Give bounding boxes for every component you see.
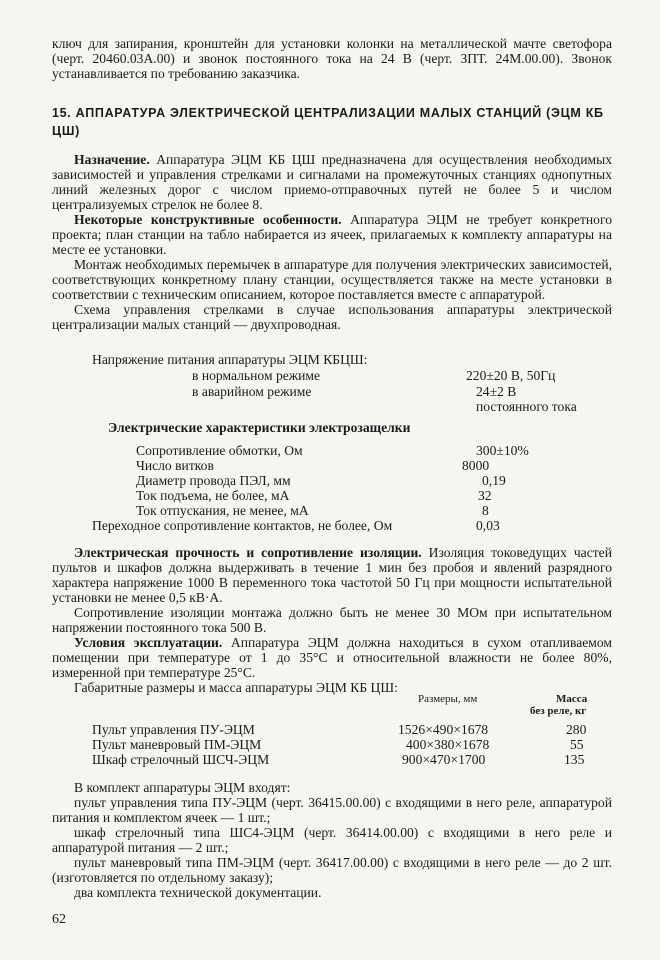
electrolock-param: Ток отпускания, не менее, мА: [136, 503, 309, 518]
supply-normal-value: 220±20 В, 50Гц: [466, 368, 556, 383]
purpose-text: Аппаратура ЭЦМ КБ ЦШ предназначена для осуществления необходимых зависимостей и управления стрелками и сигналами на промежуточных станциях однопутных линий железных дорог с числом приемо-отправочных путей не более 5 и числом централизуемых стрелок не более 8.: [52, 152, 612, 212]
kit-item: два комплекта технической документации.: [74, 885, 322, 900]
top-paragraph-block: [52, 36, 612, 81]
strength-text: Изоляция токоведущих частей пультов и шкафов должна выдерживать в течение 1 мин без пробоя и явлений разрядного характера напряжение 1000 В переменного тока частотой 50 Гц при мощности испытательной установки не менее 0,5 кВ·А.: [52, 545, 612, 605]
dimensions-row-size: 900×470×1700: [402, 752, 486, 767]
kit-item: шкаф стрелочный типа ШС4-ЭЦМ (черт. 36414.00.00) с входящими в него реле и аппаратурой питания — 2 шт.;: [52, 825, 612, 855]
electrolock-value: 300±10%: [476, 443, 529, 458]
dimensions-intro: Габаритные размеры и масса аппаратуры ЭЦМ КБ ЦШ:: [74, 680, 398, 695]
supply-emergency-mode: в аварийном режиме: [192, 384, 312, 399]
electrolock-value: 0,03: [476, 518, 500, 533]
strength-paragraph: [52, 545, 612, 605]
conditions-label: Условия эксплуатации.: [74, 635, 223, 650]
dimensions-row-size: 400×380×1678: [406, 737, 490, 752]
kit-item: пульт управления типа ПУ-ЭЦМ (черт. 36415.00.00) с входящими в него реле, аппаратурой питания и комплектом ячеек — 1 шт.;: [52, 795, 612, 825]
purpose-label: Назначение.: [74, 152, 150, 167]
dimensions-row-name: Пульт управления ПУ-ЭЦМ: [92, 722, 255, 737]
kit-block: [52, 780, 612, 900]
dimensions-col-size: Размеры, мм: [418, 693, 478, 705]
features-text: Аппаратура ЭЦМ не требует конкретного проекта; план станции на табло набирается из ячеек, прилагаемых к комплекту аппаратуры на месте ее установки.: [52, 212, 612, 257]
conditions-text: Аппаратура ЭЦМ должна находиться в сухом отапливаемом помещении при температуре от 1 до 35°С и относительной влажности не более 80%, измеренной при температуре 25°С.: [52, 635, 612, 680]
dimensions-row-mass: 135: [564, 752, 585, 767]
electrolock-value: 32: [478, 488, 492, 503]
features-label: Некоторые конструктивные особенности.: [74, 212, 342, 227]
dimensions-col-mass: Масса: [556, 693, 588, 705]
conditions-paragraph: [52, 635, 612, 680]
electrolock-value: 8: [482, 503, 489, 518]
dimensions-row-name: Пульт маневровый ПМ-ЭЦМ: [92, 737, 262, 752]
kit-item: пульт маневровый типа ПМ-ЭЦМ (черт. 36417.00.00) с входящими в него реле — до 2 шт. (изготовляется по отдельному заказу);: [52, 855, 612, 885]
kit-intro: В комплект аппаратуры ЭЦМ входят:: [74, 780, 291, 795]
supply-emergency-value: 24±2 В постоянного тока: [476, 384, 577, 414]
supply-normal-mode: в нормальном режиме: [192, 368, 321, 383]
purpose-block: [52, 152, 612, 332]
page-number: 62: [52, 912, 66, 927]
electrolock-param: Число витков: [136, 458, 214, 473]
section-heading: 15. АППАРАТУРА ЭЛЕКТРИЧЕСКОЙ ЦЕНТРАЛИЗАЦИИ МАЛЫХ СТАНЦИЙ (ЭЦМ КБ ЦШ): [52, 106, 604, 138]
electrolock-param: Сопротивление обмотки, Ом: [136, 443, 303, 458]
electrolock-param: Диаметр провода ПЭЛ, мм: [136, 473, 291, 488]
electrolock-param: Ток подъема, не более, мА: [136, 488, 290, 503]
dimensions-row-mass: 280: [566, 722, 587, 737]
purpose-paragraph: [52, 152, 612, 212]
requirements-block: [52, 545, 612, 695]
electrolock-param: Переходное сопротивление контактов, не более, Ом: [92, 518, 393, 533]
electrolock-value: 8000: [462, 458, 490, 473]
strength-label: Электрическая прочность и сопротивление изоляции.: [74, 545, 422, 560]
dimensions-row-size: 1526×490×1678: [398, 722, 489, 737]
features-paragraph: [52, 212, 612, 257]
supply-label: Напряжение питания аппаратуры ЭЦМ КБЦШ:: [92, 352, 368, 367]
dimensions-row-mass: 55: [570, 737, 584, 752]
scheme-paragraph: Схема управления стрелками в случае использования аппаратуры электрической централизации малых станций — двухпроводная.: [52, 302, 612, 332]
electrolock-title: Электрические характеристики электрозащелки: [108, 420, 411, 435]
insulation-paragraph: Сопротивление изоляции монтажа должно быть не менее 30 МОм при испытательном напряжении постоянного тока 500 В.: [52, 605, 612, 635]
top-paragraph: ключ для запирания, кронштейн для установки колонки на металлической мачте светофора (черт. 20460.03А.00) и звонок постоянного тока на 24 В (черт. ЗПТ. 24М.00.00). Звонок устанавливается по требованию заказчика.: [52, 36, 612, 81]
dimensions-row-name: Шкаф стрелочный ШСЧ-ЭЦМ: [92, 752, 270, 767]
dimensions-col-mass-unit: без реле, кг: [530, 705, 587, 717]
mounting-paragraph: Монтаж необходимых перемычек в аппаратуре для получения электрических зависимостей, соответствующих конкретному плану станции, осуществляется также на месте установки в соответствии с техническим описанием, которое поставляется вместе с аппаратурой.: [52, 257, 612, 302]
electrolock-value: 0,19: [482, 473, 506, 488]
